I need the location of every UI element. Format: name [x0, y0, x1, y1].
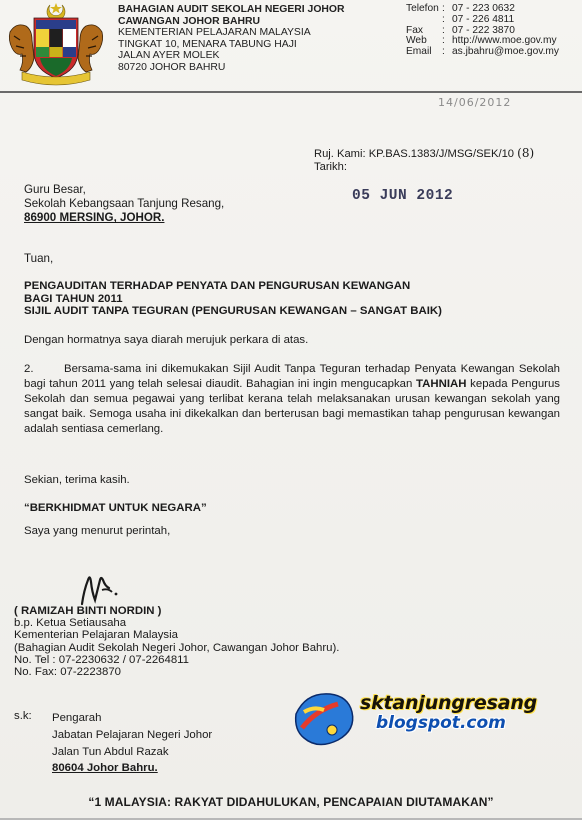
cc-line: Jalan Tun Abdul Razak	[52, 745, 169, 758]
paragraph-text: Bersama-sama ini dikemukakan Sijil Audit Tanpa Teguran terhadap Penyata Kewangan Sekolah bagi tahun 2011 yang telah selesai diaudit. Bahagian ini ingin mengucapkan	[24, 363, 560, 390]
contact-separator: :	[442, 35, 445, 47]
signatory-line: No. Fax: 07-2223870	[14, 666, 122, 679]
reference-number: KP.BAS.1383/J/MSG/SEK/10	[368, 148, 515, 160]
letterhead	[0, 0, 582, 96]
signatory-line: Kementerian Pelajaran Malaysia	[14, 629, 178, 642]
date-label: Tarikh:	[314, 161, 347, 173]
recipient-postcode: 86900 MERSING, JOHOR.	[24, 211, 165, 225]
signatory-block	[14, 605, 339, 678]
recipient-line: Sekolah Kebangsaan Tanjung Resang,	[24, 197, 225, 211]
org-line: CAWANGAN JOHOR BAHRU	[118, 15, 261, 27]
paragraph-emphasis: TAHNIAH	[416, 378, 467, 390]
service-motto: “BERKHIDMAT UNTUK NEGARA”	[24, 502, 207, 514]
subject-line: PENGAUDITAN TERHADAP PENYATA DAN PENGURUSAN KEWANGAN	[24, 280, 411, 292]
contact-row	[406, 15, 559, 26]
recipient-address	[24, 183, 224, 226]
organization-address	[118, 4, 345, 74]
reference-label: Ruj. Kami:	[314, 148, 366, 160]
website-link[interactable]: http://www.moe.gov.my	[452, 35, 557, 47]
handwritten-signature	[68, 570, 138, 610]
contact-value: 07 - 222 3870	[452, 24, 515, 36]
paragraph-number: 2.	[24, 363, 34, 375]
salutation: Tuan,	[24, 252, 54, 265]
reference-line	[314, 147, 534, 161]
signatory-line: (Bahagian Audit Sekolah Negeri Johor, Cawangan Johor Bahru).	[14, 641, 340, 654]
subject-line: BAGI TAHUN 2011	[24, 292, 123, 305]
org-line: KEMENTERIAN PELAJARAN MALAYSIA	[118, 27, 311, 39]
org-line: TINGKAT 10, MENARA TABUNG HAJI	[118, 38, 297, 50]
header-divider	[0, 91, 582, 93]
cc-postcode: 80604 Johor Bahru.	[52, 762, 158, 775]
watermark-domain: blogspot.com	[376, 713, 506, 733]
signatory-name: ( RAMIZAH BINTI NORDIN )	[14, 605, 162, 617]
contact-block	[406, 4, 559, 58]
contact-separator: :	[442, 3, 445, 14]
reference-sequence: (8)	[517, 146, 535, 160]
org-line: 80720 JOHOR BAHRU	[118, 61, 226, 73]
recipient-line: Guru Besar,	[24, 183, 86, 196]
reference-block	[314, 147, 534, 174]
contact-label: Fax	[406, 24, 423, 36]
subject-line: SIJIL AUDIT TANPA TEGURAN (PENGURUSAN KEWANGAN – SANGAT BAIK)	[24, 305, 442, 318]
opening-sentence: Dengan hormatnya saya diarah merujuk perkara di atas.	[24, 334, 309, 346]
contact-row	[406, 47, 559, 58]
footer-slogan: “1 MALAYSIA: RAKYAT DIDAHULUKAN, PENCAPAIAN DIUTAMAKAN”	[88, 795, 494, 809]
contact-label: Web	[406, 35, 427, 47]
contact-separator: :	[442, 13, 445, 25]
date-stamp: 05 JUN 2012	[352, 188, 454, 204]
paragraph-text: kepada Pengurus Sekolah dan semua pegawai yang terlibat kerana telah melaksanakan urusan kewangan sekolah yang sangat baik. Semoga usaha ini dikekalkan dan berterusan bagi memastikan tahap pengurusan kewangan adalah sentiasa cemerlang.	[24, 378, 560, 435]
contact-label	[406, 15, 442, 26]
body-paragraph	[24, 362, 560, 437]
malaysia-coat-of-arms-icon	[6, 2, 106, 86]
closing-line: Sekian, terima kasih.	[24, 474, 130, 486]
contact-separator: :	[442, 46, 445, 58]
received-date-handwritten: 14/06/2012	[438, 96, 512, 109]
cc-line: Pengarah	[52, 712, 102, 724]
cc-label: s.k:	[14, 710, 32, 722]
cc-recipient	[52, 710, 212, 777]
watermark-title: sktanjungresang	[360, 692, 538, 714]
org-line: BAHAGIAN AUDIT SEKOLAH NEGERI JOHOR	[118, 4, 345, 15]
signatory-line: b.p. Ketua Setiausaha	[14, 617, 127, 630]
email-link[interactable]: as.jbahru@moe.gov.my	[452, 46, 559, 58]
contact-separator: :	[442, 24, 445, 36]
contact-value: 07 - 223 0632	[452, 3, 515, 14]
contact-label: Telefon	[406, 3, 439, 14]
contact-label: Email	[406, 46, 432, 58]
signatory-line: No. Tel : 07-2230632 / 07-2264811	[14, 653, 190, 666]
cc-line: Jabatan Pelajaran Negeri Johor	[52, 728, 213, 741]
obedience-line: Saya yang menurut perintah,	[24, 525, 171, 537]
org-line: JALAN AYER MOLEK	[118, 50, 220, 62]
letter-subject	[24, 280, 442, 318]
contact-value: 07 - 226 4811	[452, 13, 515, 25]
